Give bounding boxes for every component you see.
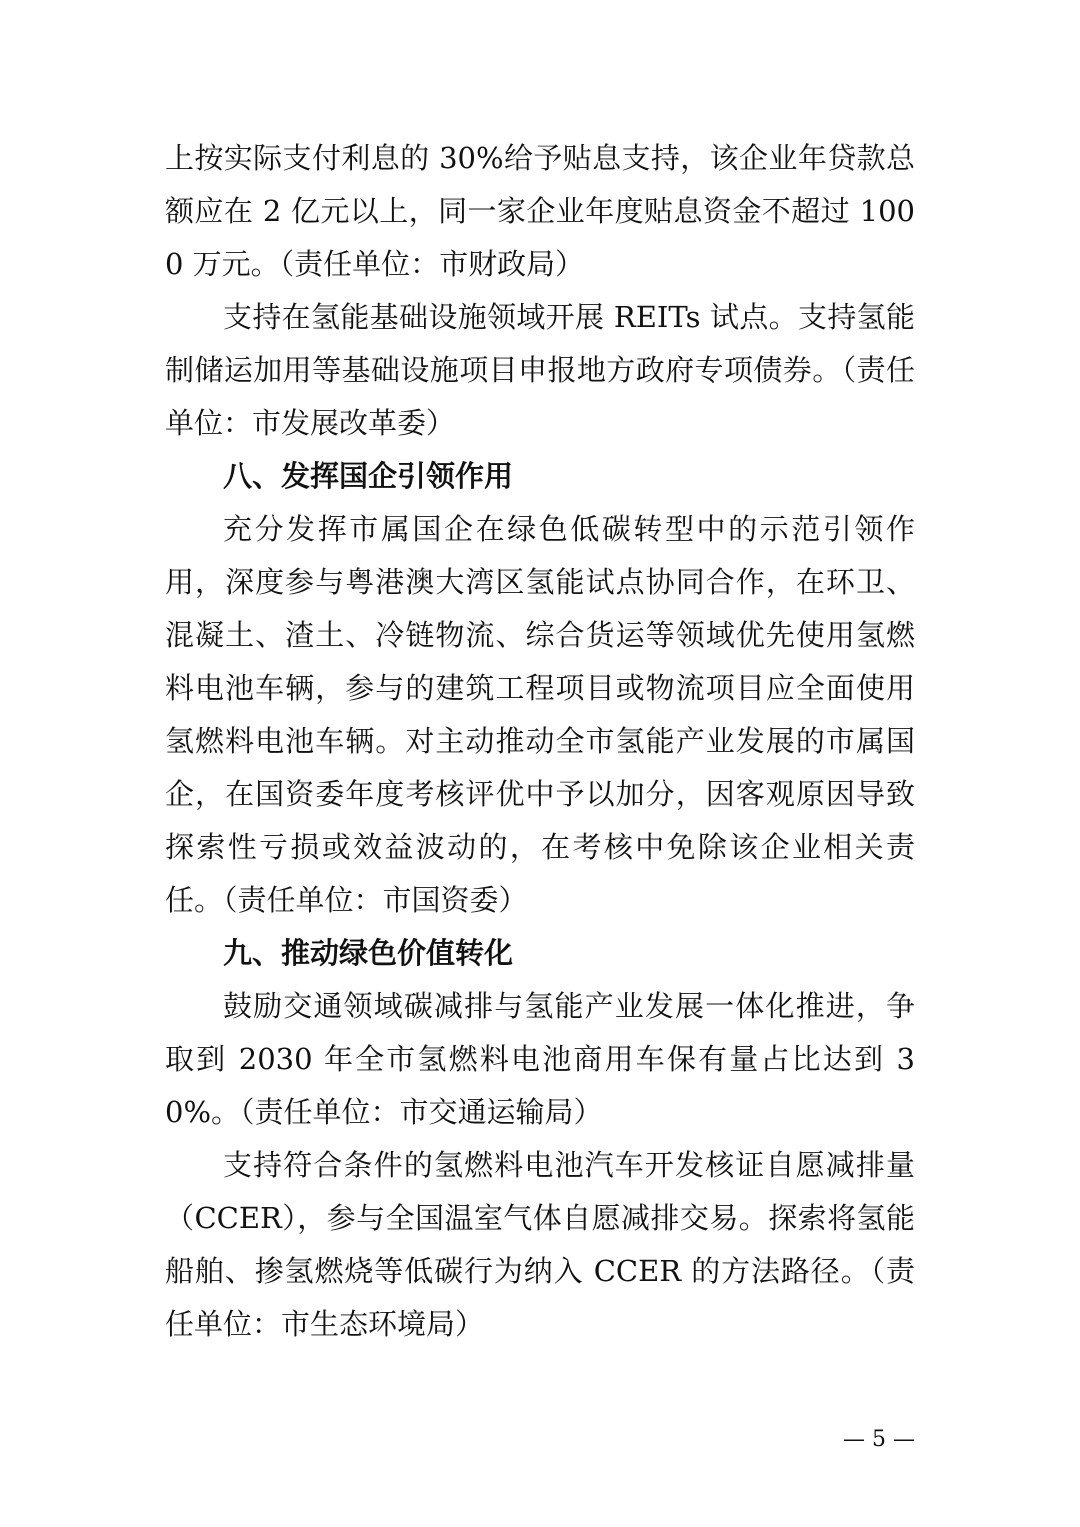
paragraph-reits-pilot: 支持在氢能基础设施领域开展 REITs 试点。支持氢能制储运加用等基础设施项目申报地方政府专项债券。（责任单位：市发展改革委） (165, 300, 915, 440)
paragraph-soe-leadership: 充分发挥市属国企在绿色低碳转型中的示范引领作用，深度参与粤港澳大湾区氢能试点协同合作，在环卫、混凝土、渣土、冷链物流、综合货运等领域优先使用氢燃料电池车辆，参与的建筑工程项目或物流项目应全面使用氢燃料电池车辆。对主动推动全市氢能产业发展的市属国企，在国资委年度考核评优中予以加分，因客观原因导致探索性亏损或效益波动的，在考核中免除该企业相关责任。（责任单位：市国资委） (165, 512, 915, 917)
document-page (165, 132, 915, 1351)
page-number: — 5 — (843, 1427, 915, 1452)
section-heading-soe-leadership: 八、发挥国企引领作用 (223, 459, 514, 493)
paragraph-ccer: 支持符合条件的氢燃料电池汽车开发核证自愿减排量（CCER），参与全国温室气体自愿减排交易。探索将氢能船舶、掺氢燃烧等低碳行为纳入 CCER 的方法路径。（责任单位：市生态环境局） (165, 1148, 915, 1341)
paragraph-transport-carbon-reduction: 鼓励交通领域碳减排与氢能产业发展一体化推进，争取到 2030 年全市氢燃料电池商用车保有量占比达到 30%。（责任单位：市交通运输局） (165, 989, 915, 1129)
section-heading-green-value: 九、推动绿色价值转化 (223, 936, 514, 970)
paragraph-continued-interest-subsidy: 上按实际支付利息的 30%给予贴息支持，该企业年贷款总额应在 2 亿元以上，同一家企业年度贴息资金不超过 1000 万元。（责任单位：市财政局） (165, 141, 915, 281)
